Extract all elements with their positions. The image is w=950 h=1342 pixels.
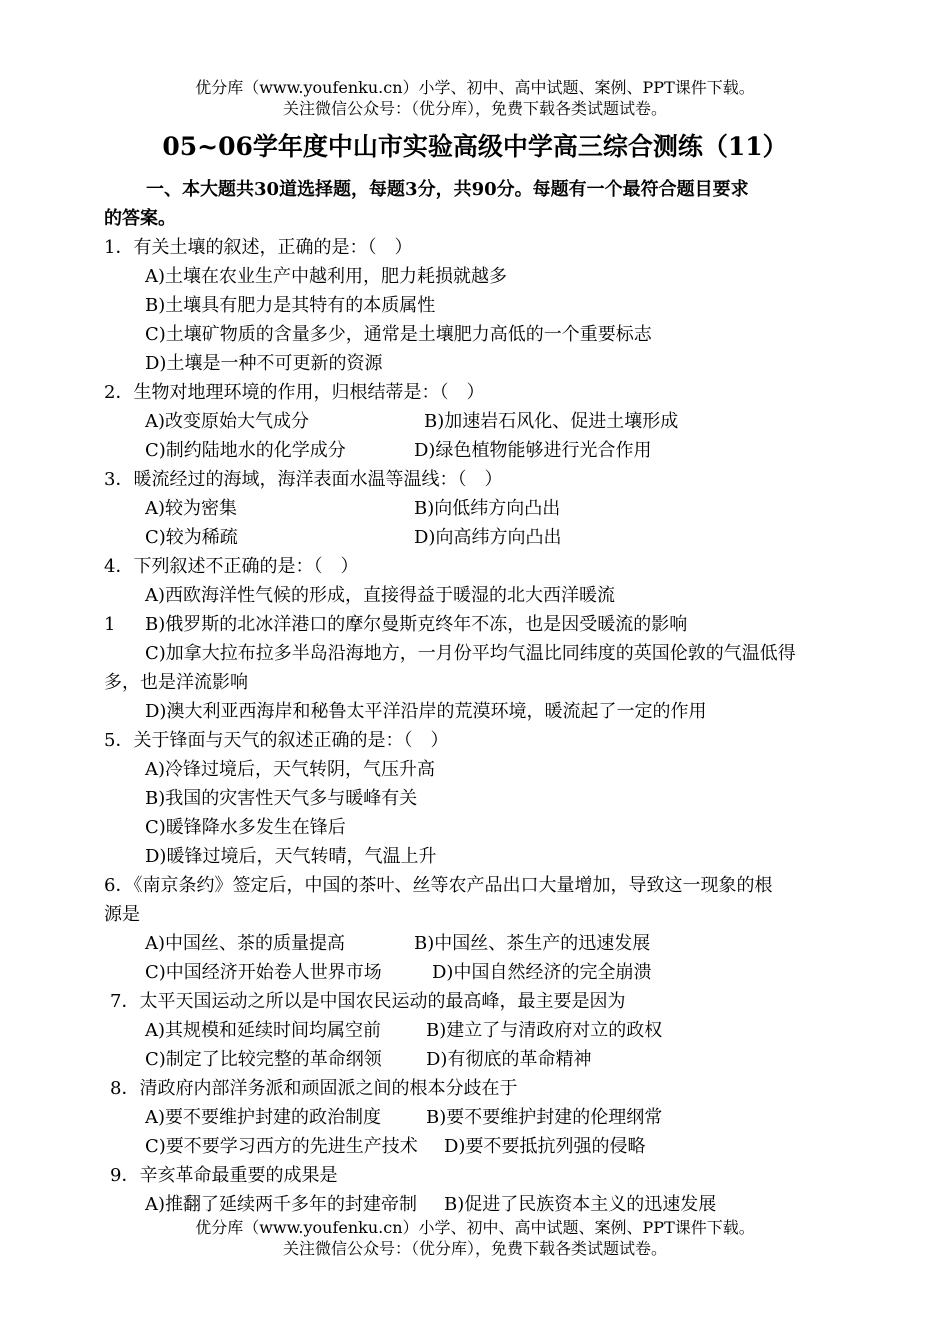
option-b: B)建立了与清政府对立的政权 <box>426 1020 663 1041</box>
page-title: 05~06学年度中山市实验高级中学高三综合测练（11） <box>162 132 788 161</box>
option-d: D)中国自然经济的完全崩溃 <box>432 962 652 983</box>
question-stem: 9．辛亥革命最重要的成果是 <box>110 1165 338 1186</box>
option-b: B)要不要维护封建的伦理纲常 <box>426 1107 663 1128</box>
margin-mark: 1 <box>104 614 116 635</box>
option-d: D)土壤是一种不可更新的资源 <box>145 353 383 374</box>
option-a: A)冷锋过境后，天气转阴，气压升高 <box>145 759 436 780</box>
header-line-1: 优分库（www.youfenku.cn）小学、初中、高中试题、案例、PPT课件下载。 <box>195 78 755 97</box>
option-c: C)制定了比较完整的革命纲领 <box>145 1049 382 1070</box>
question-stem-cont: 源是 <box>104 904 140 925</box>
question-stem: 5．关于锋面与天气的叙述正确的是：（ ） <box>104 730 449 751</box>
question-stem: 7．太平天国运动之所以是中国农民运动的最高峰，最主要是因为 <box>110 991 626 1012</box>
option-a: A)中国丝、茶的质量提高 <box>145 933 346 954</box>
question-stem: 4．下列叙述不正确的是：（ ） <box>104 556 359 577</box>
question-stem: 1．有关土壤的叙述，正确的是：（ ） <box>104 237 413 258</box>
question-stem: 8．清政府内部洋务派和顽固派之间的根本分歧在于 <box>110 1078 518 1099</box>
question-stem: 3．暖流经过的海域，海洋表面水温等温线：（ ） <box>104 469 503 490</box>
option-b: B)向低纬方向凸出 <box>414 498 561 519</box>
option-d: D)暖锋过境后，天气转晴，气温上升 <box>145 846 437 867</box>
option-d: D)绿色植物能够进行光合作用 <box>414 440 652 461</box>
option-c: C)要不要学习西方的先进生产技术 <box>145 1136 418 1157</box>
option-a: A)改变原始大气成分 <box>145 411 310 432</box>
option-c: C)中国经济开始卷人世界市场 <box>145 962 382 983</box>
option-a: A)较为密集 <box>145 498 238 519</box>
option-d: D)有彻底的革命精神 <box>426 1049 592 1070</box>
option-b: B)俄罗斯的北冰洋港口的摩尔曼斯克终年不冻，也是因受暖流的影响 <box>145 614 688 635</box>
option-d: D)向高纬方向凸出 <box>414 527 562 548</box>
footer-line-1: 优分库（www.youfenku.cn）小学、初中、高中试题、案例、PPT课件下载。 <box>195 1218 755 1237</box>
option-a: A)土壤在农业生产中越利用，肥力耗损就越多 <box>145 266 508 287</box>
option-c: C)土壤矿物质的含量多少，通常是土壤肥力高低的一个重要标志 <box>145 324 652 345</box>
option-c: C)暖锋降水多发生在锋后 <box>145 817 346 838</box>
option-a: A)西欧海洋性气候的形成，直接得益于暖湿的北大西洋暖流 <box>145 585 616 606</box>
section-heading: 一、本大题共30道选择题，每题3分，共90分。每题有一个最符合题目要求 <box>146 179 749 200</box>
option-a: A)要不要维护封建的政治制度 <box>145 1107 382 1128</box>
option-a: A)其规模和延续时间均属空前 <box>145 1020 382 1041</box>
option-b: B)我国的灾害性天气多与暖峰有关 <box>145 788 418 809</box>
option-c-cont: 多，也是洋流影响 <box>104 672 248 693</box>
option-b: B)加速岩石风化、促进土壤形成 <box>424 411 679 432</box>
option-d: D)澳大利亚西海岸和秘鲁太平洋沿岸的荒漠环境，暖流起了一定的作用 <box>145 701 707 722</box>
question-stem: 6．《南京条约》签定后，中国的茶叶、丝等农产品出口大量增加，导致这一现象的根 <box>104 875 773 896</box>
option-a: A)推翻了延续两千多年的封建帝制 <box>145 1194 418 1215</box>
option-b: B)促进了民族资本主义的迅速发展 <box>444 1194 717 1215</box>
section-heading-cont: 的答案。 <box>104 208 176 229</box>
question-stem: 2．生物对地理环境的作用，归根结蒂是：（ ） <box>104 382 485 403</box>
header-line-2: 关注微信公众号：（优分库），免费下载各类试题试卷。 <box>282 99 667 118</box>
footer-line-2: 关注微信公众号：（优分库），免费下载各类试题试卷。 <box>282 1239 667 1258</box>
option-d: D)要不要抵抗列强的侵略 <box>444 1136 646 1157</box>
option-c: C)较为稀疏 <box>145 527 238 548</box>
option-c: C)制约陆地水的化学成分 <box>145 440 346 461</box>
option-c: C)加拿大拉布拉多半岛沿海地方，一月份平均气温比同纬度的英国伦敦的气温低得 <box>145 643 796 664</box>
option-b: B)土壤具有肥力是其特有的本质属性 <box>145 295 436 316</box>
option-b: B)中国丝、茶生产的迅速发展 <box>414 933 651 954</box>
